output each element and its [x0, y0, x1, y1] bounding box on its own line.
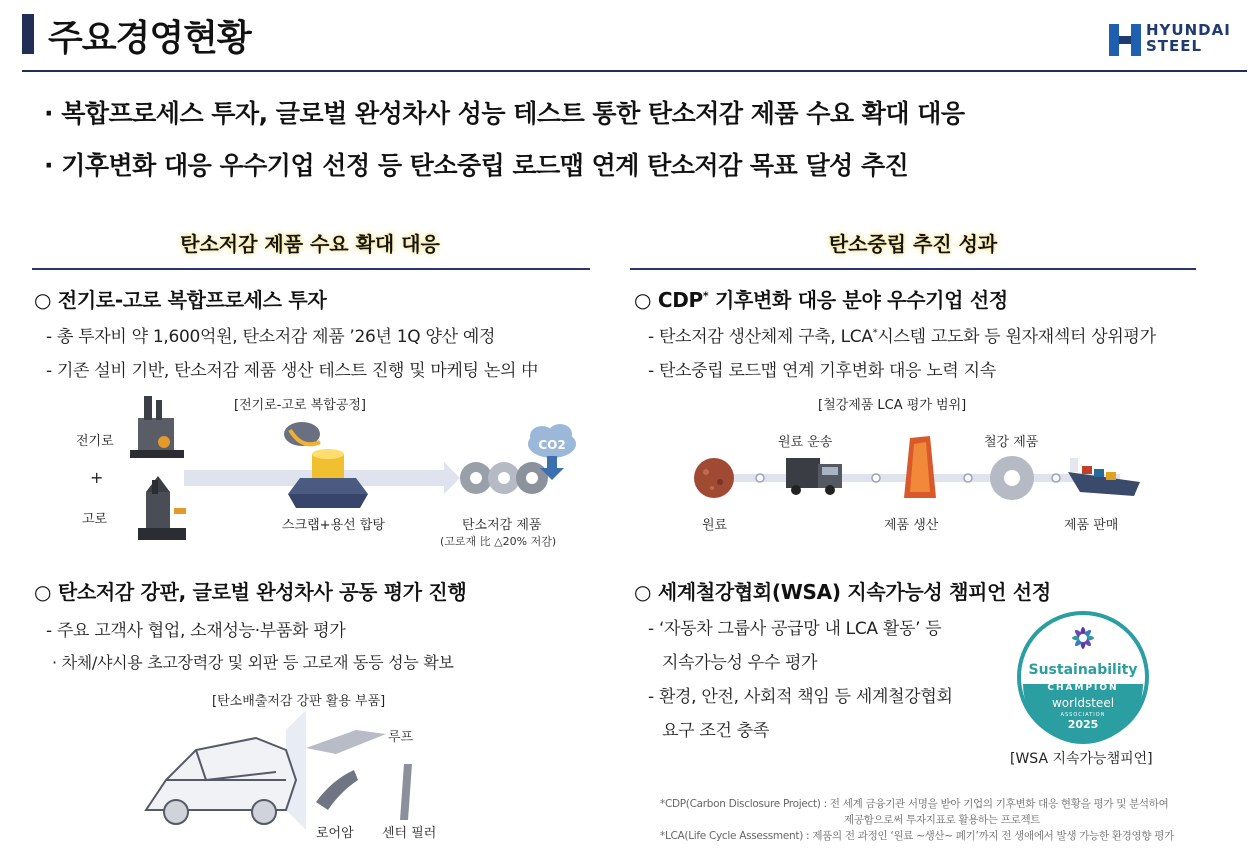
- right-section2-item-2: 지속가능성 우수 평가: [662, 653, 818, 673]
- badge-year: 2025: [1067, 718, 1099, 731]
- logo-line1: HYUNDAI: [1146, 21, 1231, 39]
- left-section2-item-1: - 주요 고객사 협업, 소재성능·부품화 평가: [46, 621, 346, 641]
- lca-scope-diagram: [690, 436, 1150, 516]
- parts-diagram-caption: [탄소배출저감 강판 활용 부품]: [212, 694, 386, 709]
- label-production: 제품 생산: [884, 518, 939, 533]
- hyundai-steel-logo-icon: [1107, 22, 1143, 58]
- furnace-production-icon: [904, 436, 936, 498]
- label-bf: 고로: [82, 512, 108, 527]
- lca-footnote-mark: *: [872, 327, 878, 339]
- right-section2-heading: ○ 세계철강협회(WSA) 지속가능성 챔피언 선정: [634, 580, 1051, 604]
- left-section1-item-1: - 총 투자비 약 1,600억원, 탄소저감 제품 ’26년 1Q 양산 예정: [46, 327, 496, 347]
- right-section1-heading: [634, 284, 1008, 313]
- logo-text: [1146, 22, 1231, 54]
- title-accent-bar: [22, 14, 34, 54]
- steel-coil-product-icon: [990, 456, 1034, 500]
- right-section2-item-3: - 환경, 안전, 사회적 책임 등 세계철강협회: [648, 687, 953, 707]
- footnote-lca-term: *LCA(Life Cycle Assessment) :: [660, 830, 810, 842]
- label-plus: +: [90, 468, 104, 487]
- label-product-note: (고로재 比 △20% 저감): [440, 535, 557, 548]
- car-body-frame-icon: [146, 738, 296, 824]
- badge-line4: ASSOCIATION: [1060, 712, 1106, 718]
- headline-2: · 기후변화 대응 우수기업 선정 등 탄소중립 로드맵 연계 탄소저감 목표 달성 추진: [44, 151, 909, 180]
- flower-emblem-icon: [1072, 627, 1094, 649]
- lower-arm-part-icon: [316, 770, 358, 810]
- logo-line2: STEEL: [1146, 37, 1203, 55]
- badge-caption: [WSA 지속가능챔피언]: [1010, 751, 1153, 767]
- label-pillar: 센터 필러: [382, 826, 437, 841]
- label-ore: 원료: [702, 518, 728, 533]
- co2-label: CO2: [538, 438, 566, 452]
- label-transport: 원료 운송: [778, 435, 833, 450]
- ladle-mixing-icon: [284, 422, 368, 508]
- cdp-heading-post: 기후변화 대응 분야 우수기업 선정: [708, 288, 1008, 312]
- process-diagram-caption: [전기로-고로 복합공정]: [234, 398, 366, 413]
- label-sale: 제품 판매: [1064, 518, 1119, 533]
- truck-icon: [786, 458, 842, 495]
- footnote-cdp-term: *CDP(Carbon Disclosure Project) :: [660, 798, 827, 810]
- page-title: 주요경영현황: [48, 18, 251, 59]
- left-section2-heading: ○ 탄소저감 강판, 글로벌 완성차사 공동 평가 진행: [34, 580, 467, 604]
- cdp-footnote-mark: *: [702, 289, 709, 303]
- left-column-divider: [32, 268, 590, 270]
- headline-1: · 복합프로세스 투자, 글로벌 완성차사 성능 테스트 통한 탄소저감 제품 수요 확대 대응: [44, 99, 965, 128]
- badge-line3: worldsteel: [1051, 696, 1115, 710]
- label-roof: 루프: [388, 730, 414, 745]
- lca-diagram-caption: [철강제품 LCA 평가 범위]: [818, 398, 967, 413]
- steel-coil-icon: [460, 462, 548, 494]
- badge-line2: CHAMPION: [1047, 683, 1119, 693]
- left-column-title: 탄소저감 제품 수요 확대 대응: [180, 232, 440, 256]
- left-section1-item-2: - 기존 설비 기반, 탄소저감 제품 생산 테스트 진행 및 마케팅 논의 中: [46, 361, 538, 381]
- right-section1-item-2: - 탄소중립 로드맵 연계 기후변화 대응 노력 지속: [648, 361, 996, 381]
- footnote-cdp-text1: 전 세계 금융기관 서명을 받아 기업의 기후변화 대응 현황을 평가 및 분석하여: [829, 798, 1169, 810]
- item1-pre: - 탄소저감 생산체제 구축, LCA: [648, 327, 873, 347]
- label-mix: 스크랩+용선 합탕: [282, 518, 385, 533]
- label-arm: 로어암: [316, 826, 354, 841]
- roof-part-icon: [306, 730, 386, 754]
- footnote-cdp-text2: 제공함으로써 투자지표로 활용하는 프로젝트: [844, 814, 1041, 826]
- label-steel: 철강 제품: [984, 435, 1039, 450]
- footnote-cdp: [660, 796, 1240, 811]
- right-section2-item-4: 요구 조건 충족: [662, 721, 769, 741]
- raw-ore-icon: [694, 458, 734, 498]
- left-section2-item-2: · 차체/샤시용 초고장력강 및 외판 등 고로재 동등 성능 확보: [52, 653, 454, 672]
- right-column-divider: [630, 268, 1196, 270]
- cdp-heading-pre: ○ CDP: [634, 288, 703, 312]
- blast-furnace-icon: [138, 476, 186, 540]
- sustainability-champion-badge: [1016, 610, 1150, 744]
- footnote-lca-text: 제품의 전 과정인 ‘원료 ~생산~ 폐기’까지 전 생애에서 발생 가능한 환경영향 평가: [812, 830, 1174, 842]
- label-eaf: 전기로: [76, 434, 114, 449]
- header-divider: [22, 70, 1247, 72]
- footnote-lca: [660, 828, 1250, 843]
- right-section1-item-1: [648, 322, 1156, 347]
- left-section1-heading: ○ 전기로-고로 복합프로세스 투자: [34, 288, 327, 312]
- right-column-title: 탄소중립 추진 성과: [828, 232, 998, 256]
- right-section2-item-1: - ‘자동차 그룹사 공급망 내 LCA 활동’ 등: [648, 619, 942, 639]
- center-pillar-part-icon: [400, 764, 412, 820]
- cargo-ship-icon: [1068, 458, 1140, 496]
- badge-line1: Sustainability: [1028, 662, 1138, 678]
- label-product: 탄소저감 제품: [462, 518, 542, 533]
- item1-post: 시스템 고도화 등 원자재섹터 상위평가: [877, 327, 1156, 347]
- electric-furnace-icon: [130, 396, 184, 458]
